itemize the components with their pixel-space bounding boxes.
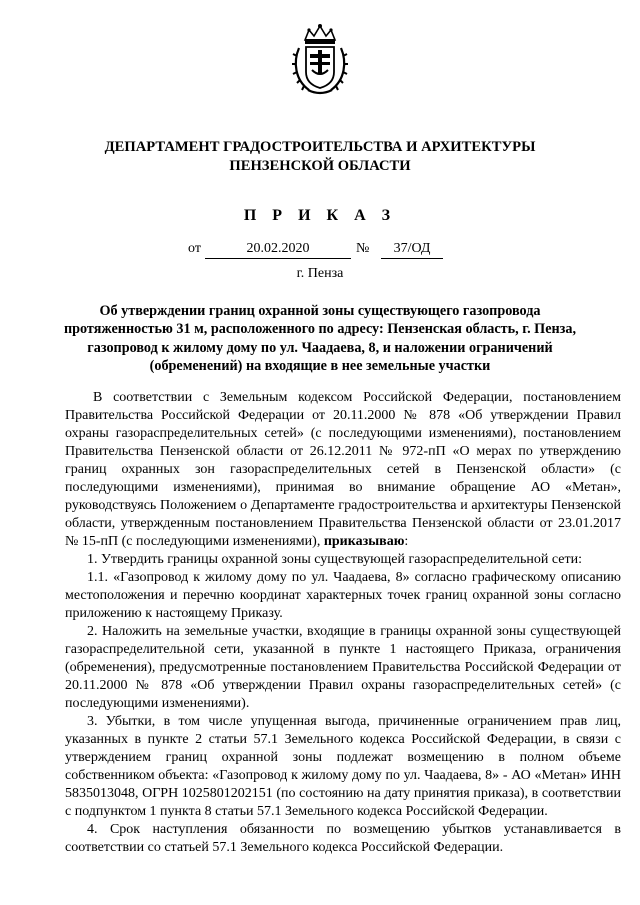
- paragraph-4: 4. Срок наступления обязанности по возмещению убытков устанавливается в соответствии со статьей 57.1 Земельного кодекса Российской Федерации.: [65, 822, 621, 855]
- paragraph-1: 1. Утвердить границы охранной зоны существующей газораспределительной сети:: [87, 552, 582, 567]
- intro-text: В соответствии с Земельным кодексом Российской Федерации, постановлением Правительства Российской Федерации от 20.11.2000 № 878 «Об утверждении Правил охраны газораспределительных сетей» (с последующими изменениями), постановлением Правительства Пензенской области от 26.12.2011 № 972-пП «О мерах по утверждению границ охранных зон газораспределительных сетей в Пензенской области» (с последующими изменениями), принимая во внимание обращение АО «Метан», руководствуясь Положением о Департаменте градостроительства и архитектуры Пензенской области, утвержденным постановлением Правительства Пензенской области от 23.01.2017 № 15-пП (с последующими изменениями),: [65, 390, 621, 549]
- intro-end: :: [404, 534, 409, 549]
- document-type-heading: П Р И К А З: [243, 207, 397, 224]
- intro-paragraph: [65, 389, 621, 551]
- order-keyword: приказываю: [323, 534, 405, 549]
- coat-of-arms-icon: [291, 22, 349, 96]
- date-number-line: [0, 240, 640, 262]
- order-number: 37/ОД: [381, 240, 443, 259]
- city-name: г. Пенза: [296, 266, 344, 281]
- date-prefix: от: [188, 241, 201, 256]
- number-prefix: №: [356, 241, 370, 256]
- department-name-line2: ПЕНЗЕНСКОЙ ОБЛАСТИ: [229, 158, 411, 174]
- paragraph-1-1: 1.1. «Газопровод к жилому дому по ул. Чаадаева, 8» согласно графическому описанию местоположения и перечню координат характерных точек границ охранной зоны согласно приложению к настоящему Приказу.: [65, 570, 621, 621]
- document-body: [65, 389, 621, 857]
- paragraph-3: 3. Убытки, в том числе упущенная выгода, причиненные ограничением прав лиц, указанных в пункте 2 статьи 57.1 Земельного кодекса Российской Федерации, в связи с утверждением границ охранной зоны подлежат возмещению в полном объеме собственником объекта: «Газопровод к жилому дому по ул. Чаадаева, 8» - АО «Метан» ИНН 5835013048, ОГРН 1025801202151 (по состоянию на дату принятия приказа), в соответствии с подпунктом 1 пункта 8 статьи 57.1 Земельного кодекса Российской Федерации.: [65, 714, 621, 819]
- order-date: 20.02.2020: [205, 240, 351, 259]
- department-name-line1: ДЕПАРТАМЕНТ ГРАДОСТРОИТЕЛЬСТВА И АРХИТЕКТУРЫ: [104, 139, 536, 155]
- order-title: Об утверждении границ охранной зоны существующего газопровода протяженностью 31 м, расположенного по адресу: Пензенская область, г. Пенза, газопровод к жилому дому по ул. Чаадаева, 8, и наложении ограничений (обременений) на входящие в нее земельные участки: [63, 303, 577, 374]
- paragraph-2: 2. Наложить на земельные участки, входящие в границы охранной зоны существующей газораспределительной сети, указанной в пункте 1 настоящего Приказа, ограничения (обременения), предусмотренные постановлением Правительства Российской Федерации от 20.11.2000 № 878 «Об утверждении Правил охраны газораспределительных сетей» (с последующими изменениями).: [65, 624, 621, 711]
